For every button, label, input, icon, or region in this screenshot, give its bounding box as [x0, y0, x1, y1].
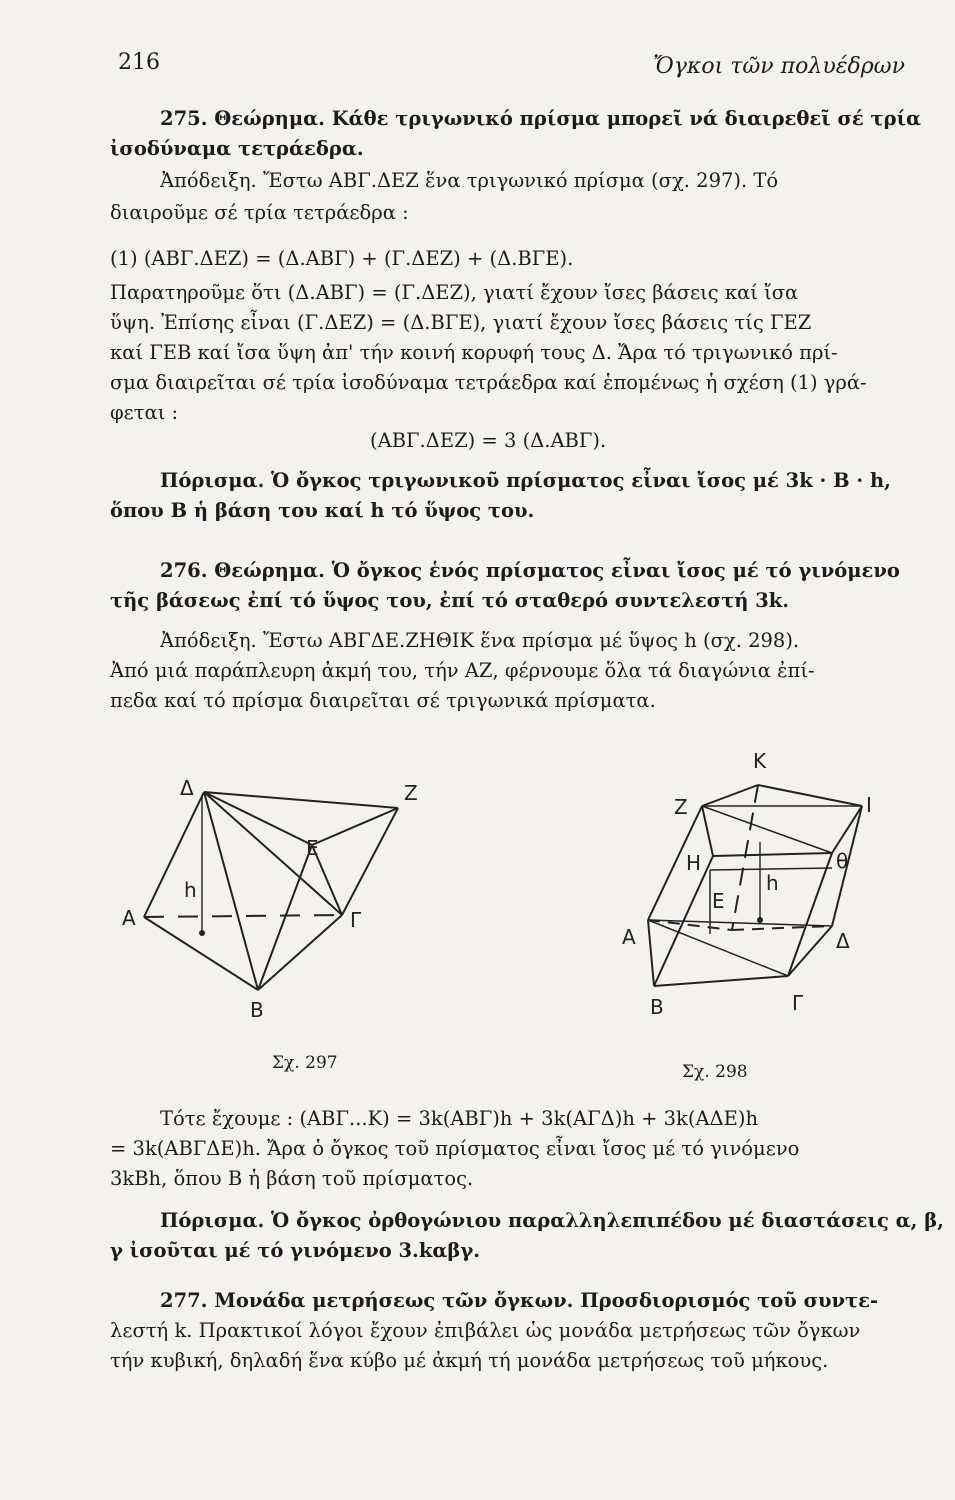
label-E: E	[306, 836, 319, 860]
label-D: Δ	[180, 776, 194, 800]
theorem-276-heading: 276. Θεώρημα. Ὁ ὄγκος ἑνός πρίσματος εἶναι ἴσος μέ τό γινόμενο	[160, 559, 900, 582]
edge-EDelta-hidden	[732, 926, 832, 930]
label-h: h	[766, 871, 779, 895]
result-equation: (ΑΒΓ.ΔΕΖ) = 3 (Δ.ΑΒΓ).	[370, 429, 607, 452]
edge-DG	[204, 792, 342, 915]
edge-EB	[258, 845, 312, 990]
edge-ZH	[702, 806, 713, 856]
theorem-275-heading: 275. Θεώρημα. Κάθε τριγωνικό πρίσμα μπορεῖ νά διαιρεθεῖ σέ τρία	[160, 107, 922, 130]
label-G: Γ	[792, 991, 804, 1015]
edge-GDelta	[788, 926, 832, 976]
proof-275-line: σμα διαιρεῖται σέ τρία ἰσοδύναμα τετράεδρα καί ἑπομένως ἡ σχέση (1) γρά-	[110, 371, 867, 394]
edge-ZG	[342, 808, 398, 915]
label-Z: Z	[674, 795, 688, 819]
label-A: A	[622, 925, 636, 949]
label-G: Γ	[350, 908, 362, 932]
proof-275-line: καί ΓΕΒ καί ἴσα ὕψη ἀπ' τήν κοινή κορυφή τους Δ. Ἄρα τό τριγωνικό πρί-	[110, 341, 838, 364]
label-K: K	[753, 749, 767, 773]
proof-275-line: Ἀπόδειξη. Ἔστω ΑΒΓ.ΔΕΖ ἕνα τριγωνικό πρίσμα (σχ. 297). Τό	[160, 169, 779, 192]
edge-BG	[258, 915, 342, 990]
proof-275-line: ὕψη. Ἐπίσης εἶναι (Γ.ΔΕΖ) = (Δ.ΒΓΕ), γιατί ἔχουν ἴσες βάσεις τίς ΓΕΖ	[110, 311, 812, 334]
edge-EZ	[312, 808, 398, 845]
label-B: B	[250, 998, 264, 1022]
edge-ITh	[832, 806, 862, 853]
proof-275-line: διαιροῦμε σέ τρία τετράεδρα :	[110, 201, 409, 224]
section-277-line: λεστή k. Πρακτικοί λόγοι ἔχουν ἐπιβάλει ὡς μονάδα μετρήσεως τῶν ὄγκων	[110, 1319, 861, 1342]
proof-275-line: φεται :	[110, 401, 179, 424]
proof-276-line: Ἀπόδειξη. Ἔστω ΑΒΓΔΕ.ΖΗΘΙΚ ἕνα πρίσμα μέ ὕψος h (σχ. 298).	[160, 629, 800, 652]
corollary-275: Πόρισμα. Ὁ ὄγκος τριγωνικοῦ πρίσματος εἶναι ἴσος μέ 3k · B · h,	[160, 469, 891, 492]
label-D: Δ	[836, 929, 850, 953]
page-header	[118, 50, 905, 84]
cross-section-top	[710, 868, 832, 870]
edge-AB	[648, 920, 654, 986]
page-number: 216	[118, 50, 160, 75]
edge-BG	[654, 976, 788, 986]
label-h: h	[184, 878, 197, 902]
proof-276-line: Ἀπό μιά παράπλευρη ἀκμή του, τήν ΑΖ, φέρνουμε ὅλα τά διαγώνια ἐπί-	[110, 659, 815, 682]
running-title: Ὄγκοι τῶν πολυέδρων	[653, 54, 905, 79]
corollary-276-cont: γ ἰσοῦται μέ τό γινόμενο 3.kαβγ.	[110, 1239, 480, 1262]
edge-HTh	[713, 853, 832, 856]
caption-298: Σχ. 298	[682, 1062, 748, 1082]
proof-276-line: 3kBh, ὅπου B ἡ βάση τοῦ πρίσματος.	[110, 1167, 474, 1190]
label-B: B	[650, 995, 664, 1019]
proof-276-line: = 3k(ΑΒΓΔΕ)h. Ἄρα ὁ ὄγκος τοῦ πρίσματος εἶναι ἴσος μέ τό γινόμενο	[110, 1137, 800, 1160]
section-277-line: τήν κυβική, δηλαδή ἕνα κύβο μέ ἀκμή τή μονάδα μετρήσεως τοῦ μήκους.	[110, 1349, 829, 1372]
theorem-275-heading-cont: ἰσοδύναμα τετράεδρα.	[110, 137, 364, 160]
edge-KI	[758, 785, 862, 806]
label-H: H	[686, 851, 702, 875]
corollary-275-cont: ὅπου B ἡ βάση του καί h τό ὕψος του.	[110, 499, 535, 522]
diag-ZTh	[702, 806, 832, 853]
label-E: E	[712, 889, 725, 913]
caption-297: Σχ. 297	[272, 1053, 338, 1073]
figure-297	[110, 765, 430, 1070]
label-A: A	[122, 906, 136, 930]
corollary-276: Πόρισμα. Ὁ ὄγκος ὀρθογώνιου παραλληλεπιπέδου μέ διαστάσεις α, β,	[160, 1209, 944, 1232]
proof-276-line: πεδα καί τό πρίσμα διαιρεῖται σέ τριγωνικά πρίσματα.	[110, 689, 656, 712]
label-Z: Z	[404, 781, 418, 805]
proof-275-line: Παρατηροῦμε ὅτι (Δ.ΑΒΓ) = (Γ.ΔΕΖ), γιατί ἔχουν ἴσες βάσεις καί ἴσα	[110, 281, 799, 304]
edge-AG-hidden	[144, 915, 342, 917]
edge-ThG	[788, 853, 832, 976]
label-I: I	[866, 793, 872, 817]
section-277-heading: 277. Μονάδα μετρήσεως τῶν ὄγκων. Προσδιορισμός τοῦ συντε-	[160, 1289, 879, 1312]
figure-298	[610, 748, 890, 1058]
equation-1: (1) (ΑΒΓ.ΔΕΖ) = (Δ.ΑΒΓ) + (Γ.ΔΕΖ) + (Δ.ΒΓΕ).	[110, 247, 574, 270]
theorem-276-heading-cont: τῆς βάσεως ἐπί τό ὕψος του, ἐπί τό σταθερό συντελεστή 3k.	[110, 589, 790, 612]
proof-276-formula: Τότε ἔχουμε : (ΑΒΓ...Κ) = 3k(ΑΒΓ)h + 3k(ΑΓΔ)h + 3k(ΑΔΕ)h	[160, 1107, 759, 1130]
label-Th: θ	[836, 849, 849, 873]
edge-KZ	[702, 785, 758, 806]
